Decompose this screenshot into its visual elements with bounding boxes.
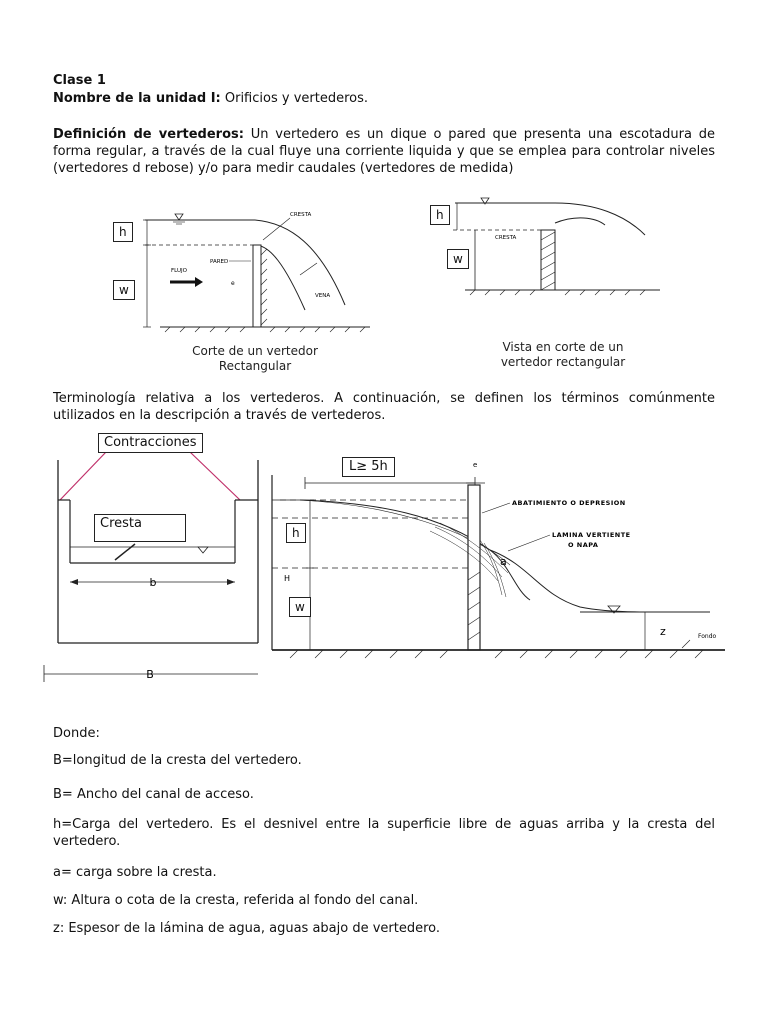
z-label: z (660, 625, 666, 638)
e-label: e (231, 280, 235, 287)
h-box-right: h (430, 205, 450, 225)
caption-vista (488, 340, 638, 370)
terminologia-paragraph: Terminología relativa a los vertederos. A continuación, se definen los términos comúnmente utilizados en la descripción a través de vertederos. (53, 391, 715, 423)
fondo-label: Fondo (698, 633, 717, 640)
w-box-2: w (289, 597, 311, 617)
cresta-box: Cresta (94, 514, 186, 542)
flujo-label: FLUJO (171, 268, 187, 274)
definition-item: h=Carga del vertedero. Es el desnivel entre la superficie libre de aguas arriba y la cresta del vertedero. (53, 817, 715, 849)
unidad-value: Orificios y vertederos. (220, 91, 368, 106)
caption-corte-line1: Corte de un vertedor (192, 344, 318, 358)
a-label: a (500, 555, 507, 568)
caption-corte-line2: Rectangular (218, 359, 292, 373)
definicion-text: Un vertedero es un dique o pared que presenta una escotadura de forma regular, a través de la cual fluye una corriente liquida y que se emplea para controlar niveles (vertedores d rebose) y/o para medir caudales (vertedores de medida) (53, 127, 715, 176)
contracciones-box: Contracciones (98, 433, 203, 453)
figure-vista-corte (445, 195, 665, 320)
h-box-left: h (113, 222, 133, 242)
figure-vertedor-corte (105, 205, 375, 335)
unidad-line (53, 90, 715, 107)
w-box-left: w (113, 280, 135, 300)
w-box-right: w (447, 249, 469, 269)
lamina-label-1: LAMINA VERTIENTE (552, 531, 631, 539)
figure-contracciones (40, 460, 270, 690)
clase-title: Clase 1 (53, 73, 106, 88)
H-label: H (284, 574, 291, 583)
definition-item: w: Altura o cota de la cresta, referida al fondo del canal. (53, 893, 419, 908)
L-box: L≥ 5h (342, 457, 395, 477)
definition-item: B= Ancho del canal de acceso. (53, 787, 254, 802)
caption-vista-line1: Vista en corte de un (502, 340, 624, 354)
pared-label: PARED (210, 259, 229, 265)
figure-perfil-longitudinal (270, 455, 730, 695)
definition-item: z: Espesor de la lámina de agua, aguas abajo de vertedero. (53, 921, 441, 936)
h-box-2: h (286, 523, 306, 543)
unidad-label: Nombre de la unidad I: (53, 91, 221, 106)
definition-item: a= carga sobre la cresta. (53, 865, 217, 880)
b-small-label: b (149, 576, 157, 589)
e-label-2: e (473, 461, 478, 469)
cresta-label: CRESTA (290, 212, 312, 218)
abatimiento-label: ABATIMIENTO O DEPRESION (512, 499, 626, 507)
vena-label: VENA (315, 293, 331, 299)
cresta-label-right: CRESTA (495, 235, 517, 241)
caption-vista-line2: vertedor rectangular (500, 355, 626, 369)
B-large-label: B (146, 668, 154, 681)
caption-corte (180, 344, 330, 374)
definition-item: B=longitud de la cresta del vertedero. (53, 753, 302, 768)
donde-heading: Donde: (53, 726, 100, 741)
definicion-label: Definición de vertederos: (53, 127, 244, 142)
definicion-paragraph (53, 126, 715, 177)
lamina-label-2: O NAPA (568, 541, 599, 549)
